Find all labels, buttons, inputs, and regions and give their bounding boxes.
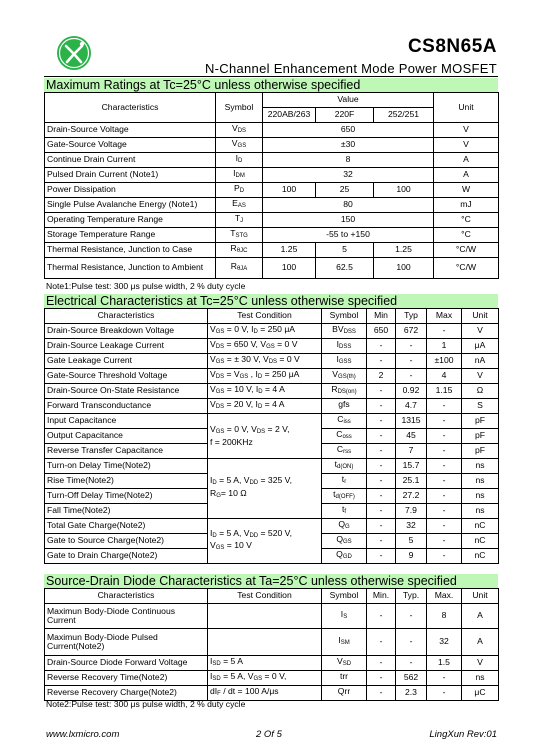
min-cell: - [367, 604, 396, 629]
value-cell: 100 [374, 183, 434, 198]
typ-cell: - [396, 629, 427, 656]
max-ratings-table [44, 92, 499, 279]
value-cell: 32 [263, 168, 434, 183]
col-symbol: Symbol [322, 589, 367, 604]
max-cell: - [427, 489, 462, 504]
symbol-cell: $Q_{GD}$ [322, 549, 367, 564]
value-cell: 100 [374, 258, 434, 279]
electrical-title: Electrical Characteristics at Tc=25°C unless otherwise specified [44, 294, 498, 308]
col-test-condition: Test Condition [208, 309, 322, 324]
unit-cell: ns [462, 504, 499, 519]
param-cell: Rise Time(Note2) [45, 474, 208, 489]
param-cell: Gate Leakage Current [45, 354, 208, 369]
param-cell: Drain-Source Diode Forward Voltage [45, 656, 208, 671]
footer-page-number: 2 Of 5 [256, 729, 282, 740]
note-2: Note2:Pulse test: 300 μs pulse width, 2 % duty cycle [46, 699, 246, 709]
typ-cell: 27.2 [396, 489, 427, 504]
symbol-cell: $Q_{GS}$ [322, 534, 367, 549]
symbol-cell: $T_{STG}$ [216, 228, 263, 243]
condition-cell: $I_D = 5$ A, $V_{DD} = 520$ V, $V_{GS} = 10$ V [208, 519, 322, 564]
param-cell: Total Gate Charge(Note2) [45, 519, 208, 534]
max-ratings-title: Maximum Ratings at Tc=25°C unless otherwise specified [44, 78, 498, 92]
symbol-cell: $R_{DS(on)}$ [322, 384, 367, 399]
table-row [45, 324, 499, 339]
condition-cell [208, 604, 322, 629]
unit-cell: °C/W [434, 243, 499, 258]
col-symbol: Symbol [216, 93, 263, 123]
unit-cell: A [462, 604, 499, 629]
max-cell: - [427, 519, 462, 534]
unit-cell: A [434, 168, 499, 183]
unit-cell: nA [462, 354, 499, 369]
table-row [45, 369, 499, 384]
diode-title: Source-Drain Diode Characteristics at Ta=25°C unless otherwise specified [44, 574, 498, 588]
min-cell: - [367, 504, 396, 519]
min-cell: - [367, 489, 396, 504]
table-row [45, 213, 499, 228]
symbol-cell: $I_{DSS}$ [322, 339, 367, 354]
min-cell: - [367, 444, 396, 459]
param-cell: Thermal Resistance, Junction to Case [45, 243, 216, 258]
value-cell: 150 [263, 213, 434, 228]
unit-cell: nC [462, 519, 499, 534]
col-typ: Typ. [396, 589, 427, 604]
typ-cell: 5 [396, 534, 427, 549]
param-cell: Turn-on Delay Time(Note2) [45, 459, 208, 474]
symbol-cell: $E_{AS}$ [216, 198, 263, 213]
param-cell: Storage Temperature Range [45, 228, 216, 243]
col-value: Value [263, 93, 434, 108]
unit-cell: °C [434, 228, 499, 243]
max-cell: - [427, 444, 462, 459]
symbol-cell: $t_r$ [322, 474, 367, 489]
param-cell: Gate-Source Threshold Voltage [45, 369, 208, 384]
typ-cell: 672 [396, 324, 427, 339]
param-cell: Maximun Body-Diode Pulsed Current(Note2) [45, 629, 208, 656]
typ-cell: - [396, 354, 427, 369]
typ-cell: 9 [396, 549, 427, 564]
unit-cell: ns [462, 474, 499, 489]
unit-cell: nC [462, 534, 499, 549]
min-cell: - [367, 656, 396, 671]
unit-cell: V [462, 369, 499, 384]
value-cell: 25 [316, 183, 374, 198]
table-row [45, 243, 499, 258]
max-cell: 32 [427, 629, 462, 656]
value-cell: ±30 [263, 138, 434, 153]
symbol-cell: $R_{\theta JC}$ [216, 243, 263, 258]
max-cell: - [427, 399, 462, 414]
min-cell: - [367, 629, 396, 656]
symbol-cell: $I_{DM}$ [216, 168, 263, 183]
col-symbol: Symbol [322, 309, 367, 324]
max-cell: - [427, 414, 462, 429]
typ-cell: 7 [396, 444, 427, 459]
value-cell: 80 [263, 198, 434, 213]
symbol-cell: gfs [322, 399, 367, 414]
symbol-cell: $C_{oss}$ [322, 429, 367, 444]
table-row [45, 183, 499, 198]
condition-cell: $V_{GS} = 0$ V, $V_{DS} = 2$ V, f = 200KHz [208, 414, 322, 459]
unit-cell: W [434, 183, 499, 198]
table-row [45, 671, 499, 686]
unit-cell: °C [434, 213, 499, 228]
typ-cell: 4.7 [396, 399, 427, 414]
param-cell: Gate to Drain Charge(Note2) [45, 549, 208, 564]
typ-cell: 2.3 [396, 686, 427, 701]
document-subtitle: N-Channel Enhancement Mode Power MOSFET [204, 61, 497, 76]
symbol-cell: $R_{\theta JA}$ [216, 258, 263, 279]
value-cell: 100 [263, 258, 316, 279]
unit-cell: pF [462, 429, 499, 444]
value-cell: -55 to +150 [263, 228, 434, 243]
symbol-cell: $I_{GSS}$ [322, 354, 367, 369]
param-cell: Drain-Source Voltage [45, 123, 216, 138]
table-row [45, 198, 499, 213]
symbol-cell: $I_{SM}$ [322, 629, 367, 656]
param-cell: Reverse Recovery Charge(Note2) [45, 686, 208, 701]
unit-cell: V [462, 324, 499, 339]
unit-cell: V [462, 656, 499, 671]
typ-cell: 15.7 [396, 459, 427, 474]
condition-cell: $I_D = 5$ A, $V_{DD} = 325$ V, $R_G= 10$ Ω [208, 459, 322, 519]
param-cell: Reverse Transfer Capacitance [45, 444, 208, 459]
col-unit: Unit [462, 589, 499, 604]
table-row [45, 459, 499, 474]
param-cell: Drain-Source On-State Resistance [45, 384, 208, 399]
min-cell: - [367, 671, 396, 686]
min-cell: - [367, 384, 396, 399]
value-cell: 100 [263, 183, 316, 198]
col-characteristics: Characteristics [45, 93, 216, 123]
table-row [45, 629, 499, 656]
unit-cell: V [434, 138, 499, 153]
package-col: 220F [316, 108, 374, 123]
typ-cell: 25.1 [396, 474, 427, 489]
unit-cell: A [434, 153, 499, 168]
min-cell: 2 [367, 369, 396, 384]
col-max: Max [427, 309, 462, 324]
condition-cell: $V_{DS} = V_{GS}$ , $I_D = 250$ μA [208, 369, 322, 384]
param-cell: Drain-Source Leakage Current [45, 339, 208, 354]
table-row [45, 414, 499, 429]
col-typ: Typ [396, 309, 427, 324]
typ-cell: - [396, 604, 427, 629]
symbol-cell: $C_{iss}$ [322, 414, 367, 429]
min-cell: - [367, 354, 396, 369]
max-cell: 8 [427, 604, 462, 629]
symbol-cell: $I_S$ [322, 604, 367, 629]
param-cell: Output Capacitance [45, 429, 208, 444]
col-characteristics: Characteristics [45, 589, 208, 604]
company-logo [56, 35, 92, 71]
min-cell: - [367, 414, 396, 429]
min-cell: - [367, 549, 396, 564]
typ-cell: 0.92 [396, 384, 427, 399]
diode-table [44, 588, 499, 701]
part-number: CS8N65A [407, 36, 497, 57]
typ-cell: 45 [396, 429, 427, 444]
typ-cell: 562 [396, 671, 427, 686]
unit-cell: ns [462, 459, 499, 474]
max-cell: - [427, 324, 462, 339]
symbol-cell: $V_{GS}$ [216, 138, 263, 153]
unit-cell: ns [462, 671, 499, 686]
typ-cell: - [396, 656, 427, 671]
condition-cell [208, 629, 322, 656]
package-col: 252/251 [374, 108, 434, 123]
unit-cell: ns [462, 489, 499, 504]
symbol-cell: $V_{DS}$ [216, 123, 263, 138]
unit-cell: μA [462, 339, 499, 354]
param-cell: Continue Drain Current [45, 153, 216, 168]
param-cell: Pulsed Drain Current (Note1) [45, 168, 216, 183]
symbol-cell: $V_{GS(th)}$ [322, 369, 367, 384]
param-cell: Maximun Body-Diode Continuous Current [45, 604, 208, 629]
param-cell: Power Dissipation [45, 183, 216, 198]
max-cell: - [427, 504, 462, 519]
symbol-cell: $V_{SD}$ [322, 656, 367, 671]
max-cell: - [427, 429, 462, 444]
symbol-cell: $C_{rss}$ [322, 444, 367, 459]
table-row [45, 258, 499, 279]
unit-cell: A [462, 629, 499, 656]
table-row [45, 138, 499, 153]
param-cell: Operating Temperature Range [45, 213, 216, 228]
max-cell: 4 [427, 369, 462, 384]
col-min: Min [367, 309, 396, 324]
symbol-cell: trr [322, 671, 367, 686]
table-row [45, 604, 499, 629]
typ-cell: 1315 [396, 414, 427, 429]
param-cell: Single Pulse Avalanche Energy (Note1) [45, 198, 216, 213]
min-cell: - [367, 459, 396, 474]
symbol-cell: $I_D$ [216, 153, 263, 168]
min-cell: - [367, 339, 396, 354]
unit-cell: mJ [434, 198, 499, 213]
unit-cell: nC [462, 549, 499, 564]
table-row [45, 339, 499, 354]
symbol-cell: $P_D$ [216, 183, 263, 198]
min-cell: - [367, 519, 396, 534]
max-cell: - [427, 686, 462, 701]
max-cell: ±100 [427, 354, 462, 369]
condition-cell: $V_{GS} = 0$ V, $I_D = 250$ μA [208, 324, 322, 339]
param-cell: Thermal Resistance, Junction to Ambient [45, 258, 216, 279]
param-cell: Gate to Source Charge(Note2) [45, 534, 208, 549]
value-cell: 62.5 [316, 258, 374, 279]
max-cell: 1.15 [427, 384, 462, 399]
symbol-cell: $BV_{DSS}$ [322, 324, 367, 339]
table-row [45, 656, 499, 671]
table-row [45, 153, 499, 168]
typ-cell: 32 [396, 519, 427, 534]
min-cell: - [367, 399, 396, 414]
condition-cell: $I_{SD} = 5$ A, $V_{GS} = 0$ V, [208, 671, 322, 686]
max-cell: - [427, 549, 462, 564]
param-cell: Gate-Source Voltage [45, 138, 216, 153]
unit-cell: pF [462, 414, 499, 429]
unit-cell: μC [462, 686, 499, 701]
electrical-table [44, 308, 499, 564]
symbol-cell: $t_f$ [322, 504, 367, 519]
value-cell: 1.25 [263, 243, 316, 258]
col-unit: Unit [462, 309, 499, 324]
unit-cell: V [434, 123, 499, 138]
min-cell: - [367, 474, 396, 489]
col-characteristics: Characteristics [45, 309, 208, 324]
max-cell: - [427, 459, 462, 474]
min-cell: 650 [367, 324, 396, 339]
col-unit: Unit [434, 93, 499, 123]
param-cell: Input Capacitance [45, 414, 208, 429]
table-row [45, 228, 499, 243]
symbol-cell: Qrr [322, 686, 367, 701]
symbol-cell: $t_{d(OFF)}$ [322, 489, 367, 504]
typ-cell: - [396, 339, 427, 354]
value-cell: 650 [263, 123, 434, 138]
param-cell: Fall Time(Note2) [45, 504, 208, 519]
table-row [45, 168, 499, 183]
condition-cell: $I_{SD} = 5$ A [208, 656, 322, 671]
condition-cell: $V_{DS} = 650$ V, $V_{GS} = 0$ V [208, 339, 322, 354]
table-row [45, 384, 499, 399]
footer-website: www.lxmicro.com [46, 729, 120, 740]
min-cell: - [367, 429, 396, 444]
unit-cell: °C/W [434, 258, 499, 279]
table-row [45, 519, 499, 534]
unit-cell: pF [462, 444, 499, 459]
symbol-cell: $t_{d(ON)}$ [322, 459, 367, 474]
typ-cell: 7.9 [396, 504, 427, 519]
footer-company: LingXun Rev:01 [429, 729, 497, 740]
max-cell: - [427, 474, 462, 489]
min-cell: - [367, 686, 396, 701]
symbol-cell: $T_J$ [216, 213, 263, 228]
condition-cell: $V_{GS}$ = ± 30 V, $V_{DS} = 0$ V [208, 354, 322, 369]
col-max: Max. [427, 589, 462, 604]
typ-cell: - [396, 369, 427, 384]
max-cell: 1.5 [427, 656, 462, 671]
min-cell: - [367, 534, 396, 549]
max-cell: 1 [427, 339, 462, 354]
param-cell: Reverse Recovery Time(Note2) [45, 671, 208, 686]
unit-cell: S [462, 399, 499, 414]
param-cell: Turn-Off Delay Time(Note2) [45, 489, 208, 504]
header-rule [44, 76, 498, 77]
param-cell: Drain-Source Breakdown Voltage [45, 324, 208, 339]
value-cell: 8 [263, 153, 434, 168]
table-row [45, 399, 499, 414]
symbol-cell: $Q_G$ [322, 519, 367, 534]
max-cell: - [427, 534, 462, 549]
note-1: Note1:Pulse test: 300 μs pulse width, 2 % duty cycle [46, 281, 246, 291]
table-row [45, 123, 499, 138]
table-row [45, 354, 499, 369]
condition-cell: $V_{GS} = 10$ V, $I_D = 4$ A [208, 384, 322, 399]
value-cell: 5 [316, 243, 374, 258]
col-test-condition: Test Condition [208, 589, 322, 604]
max-cell: - [427, 671, 462, 686]
condition-cell: $V_{DS} = 20$ V, $I_D = 4$ A [208, 399, 322, 414]
value-cell: 1.25 [374, 243, 434, 258]
unit-cell: Ω [462, 384, 499, 399]
col-min: Min. [367, 589, 396, 604]
param-cell: Forward Transconductance [45, 399, 208, 414]
package-col: 220AB/263 [263, 108, 316, 123]
condition-cell: $dI_F$ / dt = 100 A/μs [208, 686, 322, 701]
